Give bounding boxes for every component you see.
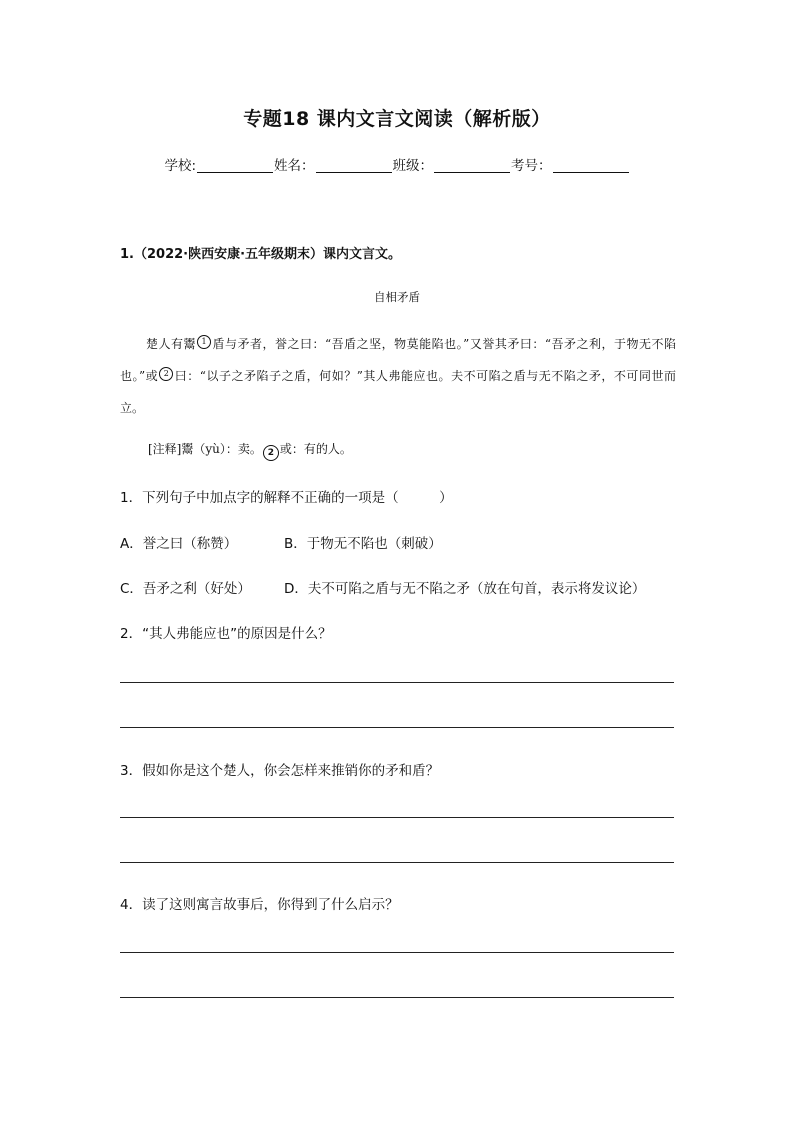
subquestion-2: 2．“其人弗能应也”的原因是什么？	[120, 626, 332, 642]
option-c[interactable]: C．吾矛之利（好处）	[120, 581, 251, 597]
name-label: 姓名：	[274, 158, 315, 174]
option-d[interactable]: D．夫不可陷之盾与无不陷之矛（放在句首，表示将发议论）	[284, 581, 646, 597]
note-part-2: 或：有的人。	[279, 442, 352, 456]
school-label: 学校:	[164, 158, 197, 174]
exam-no-label: 考号：	[511, 158, 552, 174]
passage-part-1: 楚人有鬻	[146, 337, 197, 351]
answer-line[interactable]	[120, 682, 674, 683]
footnote-mark-2: 2	[159, 367, 173, 381]
answer-line[interactable]	[120, 817, 674, 818]
student-info-row	[0, 154, 794, 174]
name-blank[interactable]	[316, 158, 392, 173]
question-heading: 1.（2022·陕西安康·五年级期末）课内文言文。	[120, 247, 402, 262]
exam-no-blank[interactable]	[553, 158, 629, 173]
option-b[interactable]: B．于物无不陷也（刺破）	[284, 536, 442, 552]
passage-part-2: 盾与矛者，誉之曰：“吾盾之坚，物莫能陷也。”又誉其矛曰：“吾矛之利，于物无不陷也。”或	[120, 337, 676, 383]
passage-part-3: 曰：“以子之矛陷子之盾，何如？”其人弗能应也。夫不可陷之盾与无不陷之矛，不可同世而立。	[120, 369, 676, 415]
subquestion-4: 4．读了这则寓言故事后，你得到了什么启示？	[120, 897, 399, 913]
page-title: 专题18 课内文言文阅读（解析版）	[243, 108, 551, 130]
note-part-1: [注释]鬻（yù）：卖。	[148, 442, 262, 456]
annotation-note	[148, 440, 352, 461]
answer-line[interactable]	[120, 952, 674, 953]
answer-line[interactable]	[120, 862, 674, 863]
subquestion-1: 1．下列句子中加点字的解释不正确的一项是（ ）	[120, 490, 453, 506]
footnote-mark-1: 1	[197, 335, 211, 349]
answer-line[interactable]	[120, 997, 674, 998]
class-label: 班级：	[392, 158, 434, 174]
school-blank[interactable]	[197, 158, 273, 173]
answer-line[interactable]	[120, 727, 674, 728]
subquestion-3: 3．假如你是这个楚人，你会怎样来推销你的矛和盾？	[120, 763, 440, 779]
note-mark: 2	[263, 445, 279, 461]
class-blank[interactable]	[434, 158, 510, 173]
option-a[interactable]: A．誉之曰（称赞）	[120, 536, 238, 552]
passage-title: 自相矛盾	[374, 290, 420, 304]
passage-text	[120, 328, 676, 424]
